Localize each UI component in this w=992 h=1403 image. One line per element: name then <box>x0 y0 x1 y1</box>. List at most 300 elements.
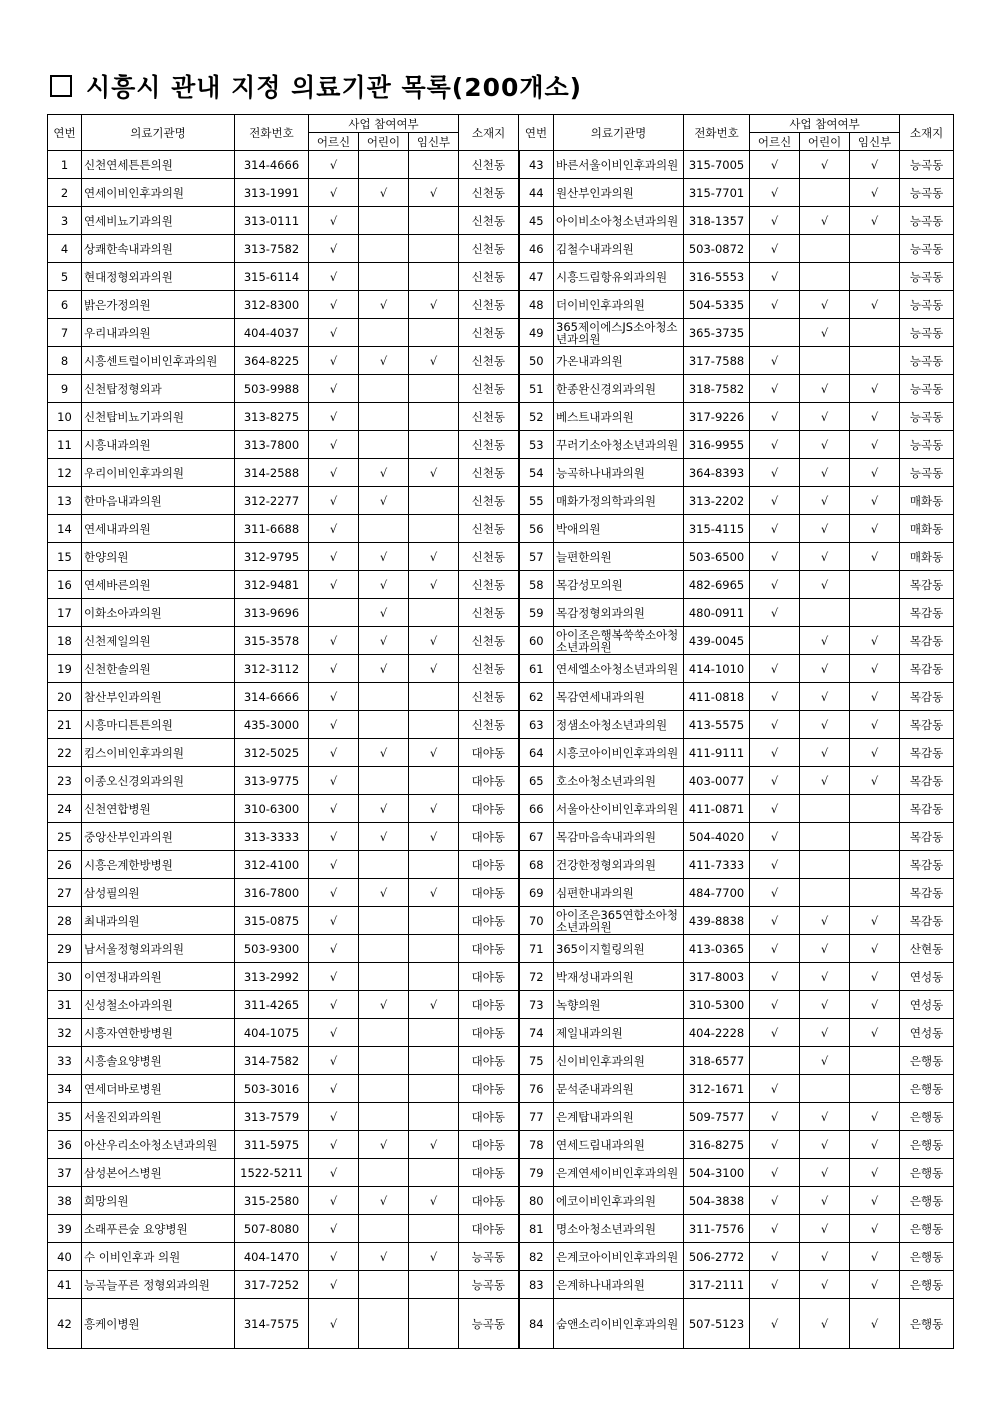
child-check: √ <box>800 1103 850 1131</box>
phone-number: 313-7579 <box>235 1103 309 1131</box>
institution-name: 시흥솔요양병원 <box>82 1047 235 1075</box>
institution-name: 신천탑정형외과 <box>82 375 235 403</box>
institution-name: 삼성필의원 <box>82 879 235 907</box>
elder-check: √ <box>309 375 359 403</box>
location: 목감동 <box>900 571 954 599</box>
pregnant-check: √ <box>850 1243 900 1271</box>
row-number: 63 <box>519 711 554 739</box>
elder-check: √ <box>309 655 359 683</box>
phone-number: 507-5123 <box>684 1299 750 1349</box>
row-number: 17 <box>48 599 82 627</box>
pregnant-check: √ <box>409 655 459 683</box>
location: 연성동 <box>900 963 954 991</box>
elder-check: √ <box>309 1243 359 1271</box>
row-number: 59 <box>519 599 554 627</box>
row-number: 52 <box>519 403 554 431</box>
location: 매화동 <box>900 487 954 515</box>
phone-number: 312-9481 <box>235 571 309 599</box>
location: 능곡동 <box>900 431 954 459</box>
row-number: 41 <box>48 1271 82 1299</box>
location: 연성동 <box>900 991 954 1019</box>
institution-name: 심편한내과의원 <box>554 879 684 907</box>
phone-number: 315-3578 <box>235 627 309 655</box>
table-row <box>48 543 954 571</box>
child-check: √ <box>359 347 409 375</box>
elder-check: √ <box>750 767 800 795</box>
row-number: 38 <box>48 1187 82 1215</box>
phone-number: 507-8080 <box>235 1215 309 1243</box>
child-check: √ <box>359 823 409 851</box>
phone-number: 318-1357 <box>684 207 750 235</box>
institution-name: 은계연세이비인후과의원 <box>554 1159 684 1187</box>
institution-name: 원산부인과의원 <box>554 179 684 207</box>
pregnant-check: √ <box>850 543 900 571</box>
row-number: 8 <box>48 347 82 375</box>
child-check: √ <box>800 1131 850 1159</box>
child-check: √ <box>800 1019 850 1047</box>
table-row <box>48 767 954 795</box>
header-child: 어린이 <box>359 133 409 151</box>
table-row <box>48 963 954 991</box>
location: 목감동 <box>900 823 954 851</box>
elder-check: √ <box>750 151 800 179</box>
location: 은행동 <box>900 1047 954 1075</box>
location: 대야동 <box>459 1075 519 1103</box>
location: 매화동 <box>900 543 954 571</box>
institution-name: 연세엘소아청소년과의원 <box>554 655 684 683</box>
table-row <box>48 235 954 263</box>
phone-number: 317-2111 <box>684 1271 750 1299</box>
location: 능곡동 <box>459 1271 519 1299</box>
elder-check: √ <box>309 711 359 739</box>
pregnant-check <box>409 431 459 459</box>
table-row <box>48 319 954 347</box>
location: 목감동 <box>900 879 954 907</box>
institution-name: 꾸러기소아청소년과의원 <box>554 431 684 459</box>
phone-number: 364-8225 <box>235 347 309 375</box>
institution-name: 365이지힐링의원 <box>554 935 684 963</box>
child-check: √ <box>800 487 850 515</box>
pregnant-check <box>409 151 459 179</box>
table-row <box>48 627 954 655</box>
row-number: 32 <box>48 1019 82 1047</box>
elder-check: √ <box>309 403 359 431</box>
pregnant-check: √ <box>850 431 900 459</box>
row-number: 51 <box>519 375 554 403</box>
location: 대야동 <box>459 851 519 879</box>
child-check: √ <box>800 1271 850 1299</box>
phone-number: 439-0045 <box>684 627 750 655</box>
location: 신천동 <box>459 235 519 263</box>
location: 능곡동 <box>900 263 954 291</box>
phone-number: 503-6500 <box>684 543 750 571</box>
pregnant-check: √ <box>850 1103 900 1131</box>
child-check <box>359 935 409 963</box>
elder-check: √ <box>309 935 359 963</box>
elder-check: √ <box>750 1299 800 1349</box>
child-check <box>359 375 409 403</box>
pregnant-check: √ <box>850 1159 900 1187</box>
pregnant-check <box>850 599 900 627</box>
institution-name: 한종완신경외과의원 <box>554 375 684 403</box>
elder-check: √ <box>309 739 359 767</box>
child-check <box>359 1271 409 1299</box>
row-number: 82 <box>519 1243 554 1271</box>
pregnant-check <box>409 1075 459 1103</box>
child-check: √ <box>800 403 850 431</box>
pregnant-check <box>850 347 900 375</box>
phone-number: 413-0365 <box>684 935 750 963</box>
location: 은행동 <box>900 1075 954 1103</box>
child-check: √ <box>800 683 850 711</box>
phone-number: 311-7576 <box>684 1215 750 1243</box>
medical-institution-table <box>47 114 954 1349</box>
location: 신천동 <box>459 375 519 403</box>
location: 신천동 <box>459 459 519 487</box>
phone-number: 482-6965 <box>684 571 750 599</box>
location: 대야동 <box>459 1103 519 1131</box>
elder-check: √ <box>309 179 359 207</box>
row-number: 79 <box>519 1159 554 1187</box>
pregnant-check <box>850 879 900 907</box>
elder-check: √ <box>750 179 800 207</box>
phone-number: 317-7588 <box>684 347 750 375</box>
table-row <box>48 571 954 599</box>
child-check: √ <box>800 207 850 235</box>
institution-name: 희망의원 <box>82 1187 235 1215</box>
child-check <box>359 431 409 459</box>
elder-check: √ <box>309 319 359 347</box>
pregnant-check <box>409 935 459 963</box>
institution-name: 가온내과의원 <box>554 347 684 375</box>
row-number: 29 <box>48 935 82 963</box>
row-number: 72 <box>519 963 554 991</box>
pregnant-check <box>409 319 459 347</box>
elder-check: √ <box>750 963 800 991</box>
row-number: 44 <box>519 179 554 207</box>
elder-check: √ <box>750 1019 800 1047</box>
row-number: 10 <box>48 403 82 431</box>
pregnant-check <box>409 1159 459 1187</box>
phone-number: 314-7582 <box>235 1047 309 1075</box>
table-row <box>48 1299 954 1349</box>
row-number: 66 <box>519 795 554 823</box>
pregnant-check <box>409 207 459 235</box>
elder-check: √ <box>309 207 359 235</box>
elder-check: √ <box>750 1243 800 1271</box>
row-number: 83 <box>519 1271 554 1299</box>
pregnant-check <box>409 375 459 403</box>
institution-name: 늘편한의원 <box>554 543 684 571</box>
institution-name: 소래푸른숲 요양병원 <box>82 1215 235 1243</box>
row-number: 78 <box>519 1131 554 1159</box>
table-row <box>48 1131 954 1159</box>
elder-check: √ <box>309 263 359 291</box>
pregnant-check: √ <box>850 515 900 543</box>
phone-number: 313-3333 <box>235 823 309 851</box>
row-number: 54 <box>519 459 554 487</box>
row-number: 23 <box>48 767 82 795</box>
pregnant-check <box>850 851 900 879</box>
phone-number: 317-8003 <box>684 963 750 991</box>
row-number: 49 <box>519 319 554 347</box>
pregnant-check: √ <box>850 179 900 207</box>
child-check: √ <box>800 739 850 767</box>
institution-name: 연세드림내과의원 <box>554 1131 684 1159</box>
pregnant-check: √ <box>850 963 900 991</box>
location: 신천동 <box>459 207 519 235</box>
row-number: 34 <box>48 1075 82 1103</box>
phone-number: 413-5575 <box>684 711 750 739</box>
row-number: 62 <box>519 683 554 711</box>
location: 은행동 <box>900 1103 954 1131</box>
pregnant-check: √ <box>409 991 459 1019</box>
elder-check: √ <box>750 935 800 963</box>
phone-number: 503-9988 <box>235 375 309 403</box>
table-row <box>48 151 954 179</box>
institution-name: 제일내과의원 <box>554 1019 684 1047</box>
pregnant-check: √ <box>850 1187 900 1215</box>
phone-number: 1522-5211 <box>235 1159 309 1187</box>
location: 신천동 <box>459 515 519 543</box>
pregnant-check <box>850 795 900 823</box>
institution-name: 호소아청소년과의원 <box>554 767 684 795</box>
phone-number: 314-2588 <box>235 459 309 487</box>
row-number: 50 <box>519 347 554 375</box>
institution-name: 건강한정형외과의원 <box>554 851 684 879</box>
child-check: √ <box>800 543 850 571</box>
phone-number: 314-7575 <box>235 1299 309 1349</box>
institution-name: 밝은가정의원 <box>82 291 235 319</box>
table-row <box>48 403 954 431</box>
child-check: √ <box>800 711 850 739</box>
phone-number: 314-4666 <box>235 151 309 179</box>
header-pregnant: 임신부 <box>409 133 459 151</box>
pregnant-check <box>409 767 459 795</box>
elder-check: √ <box>750 823 800 851</box>
location: 연성동 <box>900 1019 954 1047</box>
pregnant-check: √ <box>850 711 900 739</box>
pregnant-check <box>409 1103 459 1131</box>
row-number: 73 <box>519 991 554 1019</box>
child-check <box>359 151 409 179</box>
child-check: √ <box>800 907 850 935</box>
table-row <box>48 207 954 235</box>
pregnant-check <box>409 851 459 879</box>
pregnant-check: √ <box>850 1019 900 1047</box>
header-name: 의료기관명 <box>82 115 235 151</box>
pregnant-check: √ <box>850 1271 900 1299</box>
location: 신천동 <box>459 683 519 711</box>
table-row <box>48 879 954 907</box>
location: 신천동 <box>459 627 519 655</box>
table-row <box>48 991 954 1019</box>
table-row <box>48 655 954 683</box>
institution-name: 흥케이병원 <box>82 1299 235 1349</box>
child-check: √ <box>359 459 409 487</box>
pregnant-check: √ <box>409 347 459 375</box>
elder-check: √ <box>309 1159 359 1187</box>
elder-check: √ <box>750 1131 800 1159</box>
phone-number: 365-3735 <box>684 319 750 347</box>
institution-name: 문석준내과의원 <box>554 1075 684 1103</box>
elder-check: √ <box>750 1075 800 1103</box>
row-number: 64 <box>519 739 554 767</box>
location: 신천동 <box>459 431 519 459</box>
pregnant-check <box>409 683 459 711</box>
pregnant-check <box>409 263 459 291</box>
row-number: 9 <box>48 375 82 403</box>
phone-number: 403-0077 <box>684 767 750 795</box>
child-check: √ <box>359 879 409 907</box>
header-phone: 전화번호 <box>235 115 309 151</box>
elder-check: √ <box>309 1075 359 1103</box>
institution-name: 박애의원 <box>554 515 684 543</box>
location: 신천동 <box>459 263 519 291</box>
elder-check: √ <box>750 655 800 683</box>
row-number: 84 <box>519 1299 554 1349</box>
header-elder: 어르신 <box>309 133 359 151</box>
phone-number: 316-8275 <box>684 1131 750 1159</box>
phone-number: 313-9696 <box>235 599 309 627</box>
pregnant-check <box>409 1215 459 1243</box>
elder-check: √ <box>309 991 359 1019</box>
elder-check: √ <box>750 375 800 403</box>
phone-number: 316-7800 <box>235 879 309 907</box>
row-number: 68 <box>519 851 554 879</box>
institution-name: 한마음내과의원 <box>82 487 235 515</box>
location: 능곡동 <box>900 403 954 431</box>
phone-number: 315-6114 <box>235 263 309 291</box>
pregnant-check <box>409 711 459 739</box>
header-elder: 어르신 <box>750 133 800 151</box>
pregnant-check: √ <box>850 375 900 403</box>
row-number: 6 <box>48 291 82 319</box>
pregnant-check: √ <box>409 823 459 851</box>
location: 신천동 <box>459 599 519 627</box>
elder-check: √ <box>309 487 359 515</box>
institution-name: 에코이비인후과의원 <box>554 1187 684 1215</box>
child-check: √ <box>800 935 850 963</box>
header-participation: 사업 참여여부 <box>309 115 459 133</box>
pregnant-check <box>850 263 900 291</box>
phone-number: 404-1075 <box>235 1019 309 1047</box>
table-row <box>48 291 954 319</box>
institution-name: 신이비인후과의원 <box>554 1047 684 1075</box>
location: 능곡동 <box>459 1299 519 1349</box>
location: 대야동 <box>459 795 519 823</box>
institution-name: 더이비인후과의원 <box>554 291 684 319</box>
location: 은행동 <box>900 1159 954 1187</box>
phone-number: 315-0875 <box>235 907 309 935</box>
pregnant-check: √ <box>409 739 459 767</box>
child-check <box>800 1075 850 1103</box>
elder-check: √ <box>750 347 800 375</box>
phone-number: 318-7582 <box>684 375 750 403</box>
table-row <box>48 1159 954 1187</box>
elder-check: √ <box>750 1159 800 1187</box>
pregnant-check: √ <box>850 627 900 655</box>
row-number: 25 <box>48 823 82 851</box>
row-number: 37 <box>48 1159 82 1187</box>
pregnant-check <box>409 487 459 515</box>
row-number: 5 <box>48 263 82 291</box>
elder-check: √ <box>309 431 359 459</box>
location: 능곡동 <box>900 347 954 375</box>
institution-name: 아이조은행복쑥쑥소아청소년과의원 <box>554 627 684 655</box>
child-check <box>359 963 409 991</box>
phone-number: 316-9955 <box>684 431 750 459</box>
institution-name: 이화소아과의원 <box>82 599 235 627</box>
row-number: 74 <box>519 1019 554 1047</box>
child-check <box>359 1075 409 1103</box>
institution-name: 중앙산부인과의원 <box>82 823 235 851</box>
elder-check: √ <box>750 403 800 431</box>
pregnant-check: √ <box>850 403 900 431</box>
location: 대야동 <box>459 739 519 767</box>
phone-number: 311-5975 <box>235 1131 309 1159</box>
location: 능곡동 <box>459 1243 519 1271</box>
child-check <box>359 207 409 235</box>
row-number: 47 <box>519 263 554 291</box>
institution-name: 이연정내과의원 <box>82 963 235 991</box>
elder-check: √ <box>750 711 800 739</box>
institution-name: 녹향의원 <box>554 991 684 1019</box>
location: 대야동 <box>459 1047 519 1075</box>
institution-name: 우리이비인후과의원 <box>82 459 235 487</box>
row-number: 48 <box>519 291 554 319</box>
phone-number: 312-5025 <box>235 739 309 767</box>
pregnant-check <box>409 1019 459 1047</box>
phone-number: 509-7577 <box>684 1103 750 1131</box>
header-location: 소재지 <box>459 115 519 151</box>
location: 능곡동 <box>900 179 954 207</box>
elder-check <box>309 599 359 627</box>
pregnant-check: √ <box>409 627 459 655</box>
pregnant-check: √ <box>850 935 900 963</box>
phone-number: 313-0111 <box>235 207 309 235</box>
row-number: 7 <box>48 319 82 347</box>
elder-check: √ <box>750 543 800 571</box>
location: 대야동 <box>459 1159 519 1187</box>
pregnant-check <box>409 1299 459 1349</box>
phone-number: 311-4265 <box>235 991 309 1019</box>
phone-number: 312-3112 <box>235 655 309 683</box>
institution-name: 킴스이비인후과의원 <box>82 739 235 767</box>
row-number: 39 <box>48 1215 82 1243</box>
child-check <box>359 403 409 431</box>
phone-number: 504-3838 <box>684 1187 750 1215</box>
table-row <box>48 263 954 291</box>
pregnant-check <box>409 907 459 935</box>
location: 신천동 <box>459 487 519 515</box>
pregnant-check <box>850 1047 900 1075</box>
row-number: 55 <box>519 487 554 515</box>
row-number: 24 <box>48 795 82 823</box>
institution-name: 한양의원 <box>82 543 235 571</box>
phone-number: 404-2228 <box>684 1019 750 1047</box>
institution-name: 신천탑비뇨기과의원 <box>82 403 235 431</box>
title-text: 시흥시 관내 지정 의료기관 목록(200개소) <box>86 73 583 102</box>
row-number: 43 <box>519 151 554 179</box>
phone-number: 315-2580 <box>235 1187 309 1215</box>
child-check <box>359 1103 409 1131</box>
child-check <box>359 1159 409 1187</box>
institution-name: 시흥자연한방병원 <box>82 1019 235 1047</box>
pregnant-check: √ <box>850 907 900 935</box>
institution-name: 서울아산이비인후과의원 <box>554 795 684 823</box>
elder-check: √ <box>750 991 800 1019</box>
